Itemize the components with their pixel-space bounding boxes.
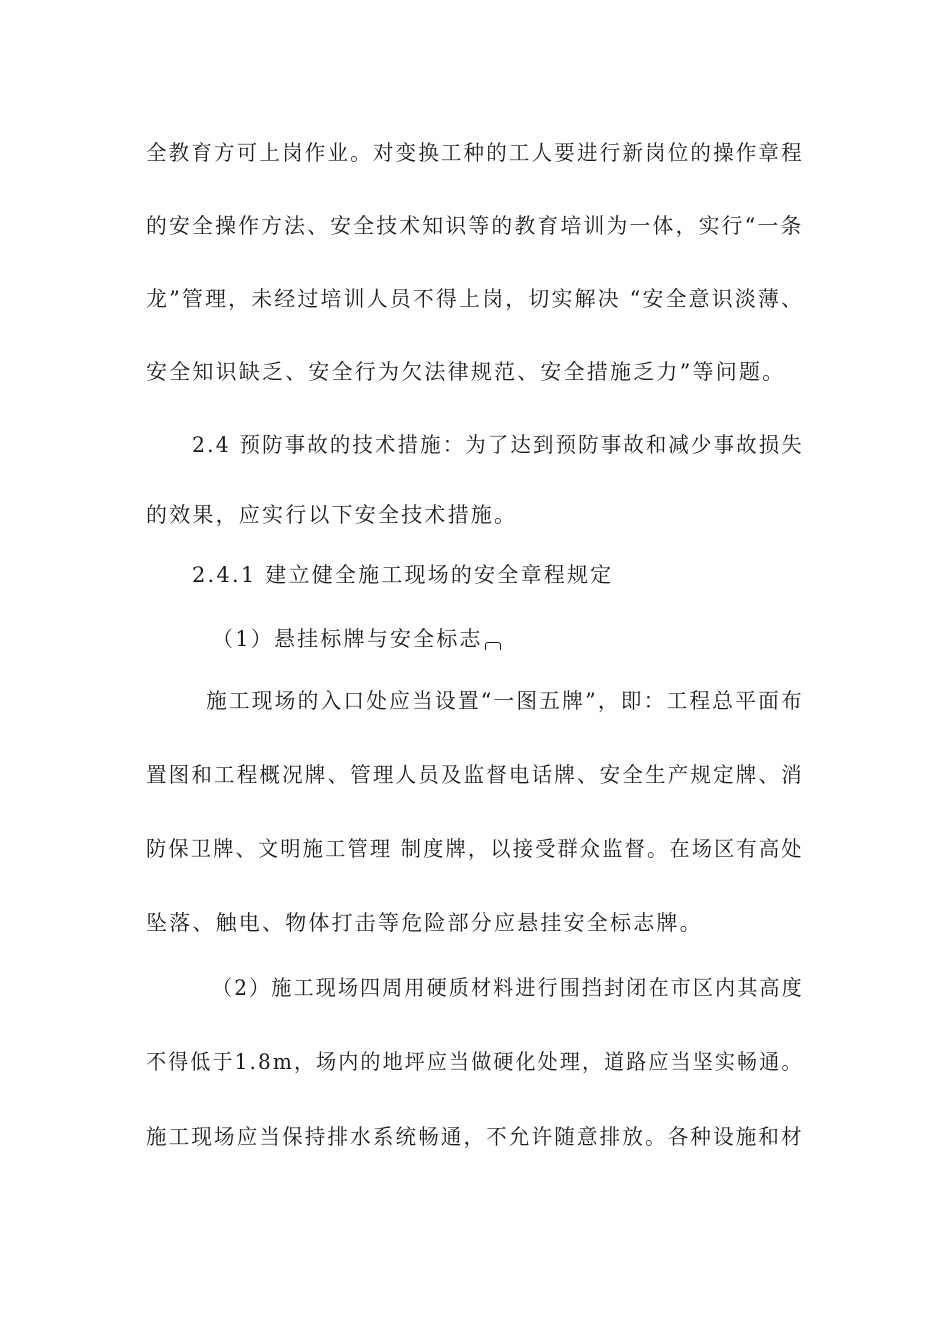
item-heading: （1）悬挂标牌与安全标志	[212, 627, 483, 651]
item-heading-line	[212, 624, 501, 654]
text-line: 坠落、触电、物体打击等危险部分应悬挂安全标志牌。	[146, 911, 703, 935]
item-heading: （2）施工现场四周用硬质材料进行围挡封闭在市区内其高度	[212, 976, 804, 1000]
text-line: 的安全操作方法、安全技术知识等的教育培训为一体，实行“一条	[146, 214, 804, 238]
text-line: 全教育方可上岗作业。对变换工种的工人要进行新岗位的操作章程	[146, 141, 804, 165]
text-line: 施工现场的入口处应当设置“一图五牌”，即：工程总平面布	[206, 689, 804, 713]
text-line: 安全知识缺乏、安全行为欠法律规范、安全措施乏力”等问题。	[146, 360, 786, 384]
text-line: 施工现场应当保持排水系统畅通，不允许随意排放。各种设施和材	[146, 1125, 804, 1149]
text-line: 置图和工程概况牌、管理人员及监督电话牌、安全生产规定牌、消	[146, 763, 804, 787]
text-line: 的效果，应实行以下安全技术措施。	[146, 503, 518, 527]
text-line: 不得低于1.8m，场内的地坪应当做硬化处理，道路应当坚实畅通。	[146, 1050, 804, 1074]
bracket-mark-icon	[485, 642, 501, 650]
subsection-heading: 2.4.1 建立健全施工现场的安全章程规定	[192, 563, 614, 587]
text-line: 龙”管理，未经过培训人员不得上岗，切实解决 “安全意识淡薄、	[146, 287, 805, 311]
text-line: 防保卫牌、文明施工管理 制度牌，以接受群众监督。在场区有高处	[146, 837, 804, 861]
section-heading: 2.4 预防事故的技术措施：为了达到预防事故和减少事故损失	[192, 433, 804, 457]
